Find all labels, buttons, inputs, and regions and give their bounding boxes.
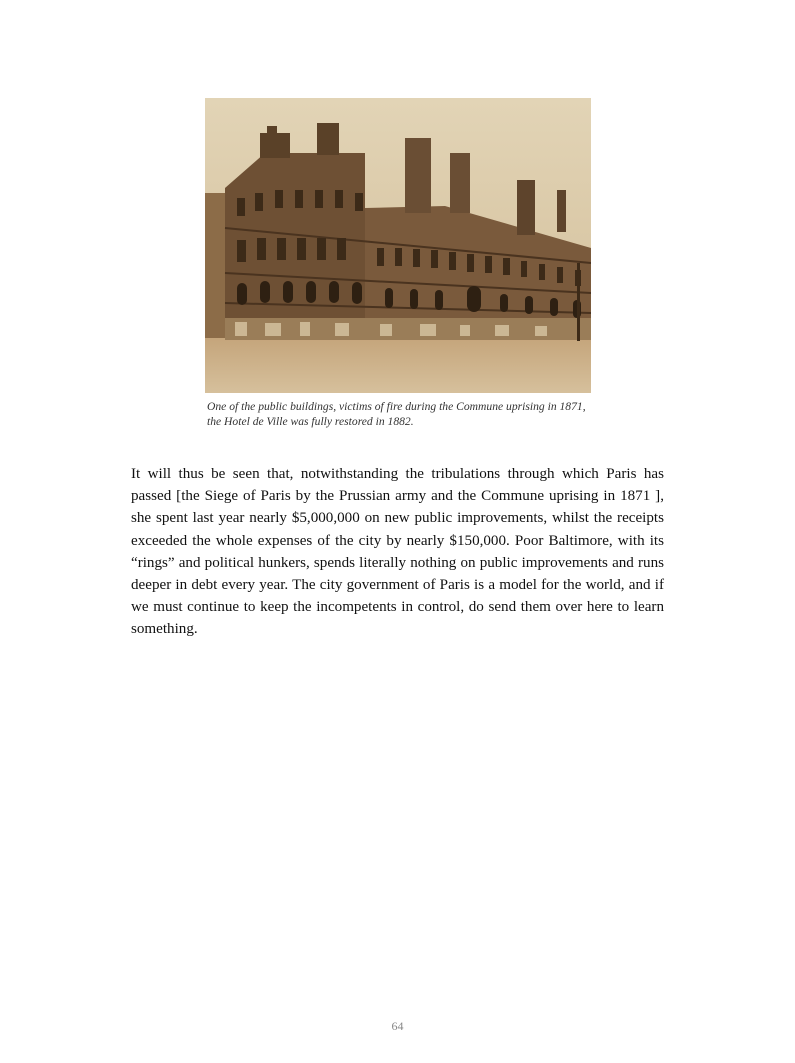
figure-caption: One of the public buildings, victims of fire during the Commune uprising in 1871, the Hotel de Ville was fully restored in 1882. [207,400,586,428]
ruined-building-photo [205,98,591,393]
background-building [205,193,227,338]
lamp-post [577,263,580,341]
body-paragraph: It will thus be seen that, notwithstanding the tribulations through which Paris has passed [the Siege of Paris by the Prussian army and the Commune uprising in 1871 ], she spent last year nearly $5,000,000 on new public improvements, whilst the receipts exceeded the whole expenses of the city by nearly $150,000. Poor Baltimore, with its “rings” and political hunkers, spends literally nothing on public improvements and runs deeper in debt every year. The city government of Paris is a model for the world, and if we must continue to keep the incompetents in control, do send them over here to learn something. [131,466,664,638]
page-number: 64 [391,1019,404,1033]
ground [205,336,591,393]
photo-illustration [205,98,591,393]
